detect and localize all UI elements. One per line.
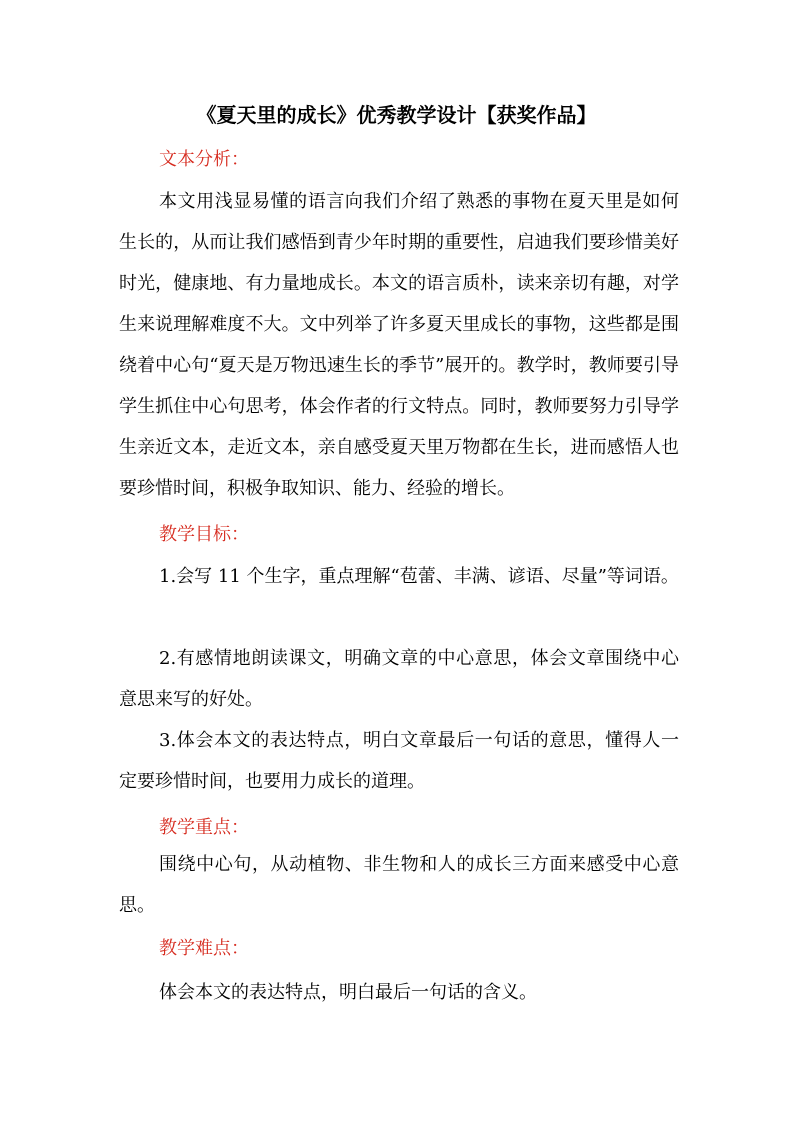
section-heading-teaching-goals: 教学目标： [159, 524, 249, 545]
text-analysis-paragraph: 本文用浅显易懂的语言向我们介绍了熟悉的事物在夏天里是如何生长的，从而让我们感悟到青少年时期的重要性，启迪我们要珍惜美好时光，健康地、有力量地成长。本文的语言质朴，读来亲切有趣，对学生来说理解难度不大。文中列举了许多夏天里成长的事物，这些都是围绕着中心句“夏天是万物迅速生长的季节”展开的。教学时，教师要引导学生抓住中心句思考，体会作者的行文特点。同时，教师要努力引导学生亲近文本，走近文本，亲自感受夏天里万物都在生长，进而感悟人也要珍惜时间，积极争取知识、能力、经验的增长。 [119, 191, 679, 499]
teaching-goal-item-3: 3.体会本文的表达特点，明白文章最后一句话的意思，懂得人一定要珍惜时间，也要用力成长的道理。 [119, 730, 679, 792]
teaching-goal-item-1: 1.会写 11 个生字，重点理解“苞蕾、丰满、谚语、尽量”等词语。 [159, 566, 679, 587]
teaching-difficulty-paragraph: 体会本文的表达特点，明白最后一句话的含义。 [159, 982, 537, 1003]
section-heading-teaching-focus: 教学重点： [159, 817, 249, 838]
section-heading-text-analysis: 文本分析： [159, 149, 249, 170]
document-title: 《夏天里的成长》优秀教学设计【获奖作品】 [196, 103, 597, 127]
section-heading-teaching-difficulty: 教学难点： [159, 938, 249, 959]
teaching-focus-paragraph: 围绕中心句，从动植物、非生物和人的成长三方面来感受中心意思。 [119, 854, 679, 916]
teaching-goal-item-2: 2.有感情地朗读课文，明确文章的中心意思，体会文章围绕中心意思来写的好处。 [119, 648, 679, 710]
